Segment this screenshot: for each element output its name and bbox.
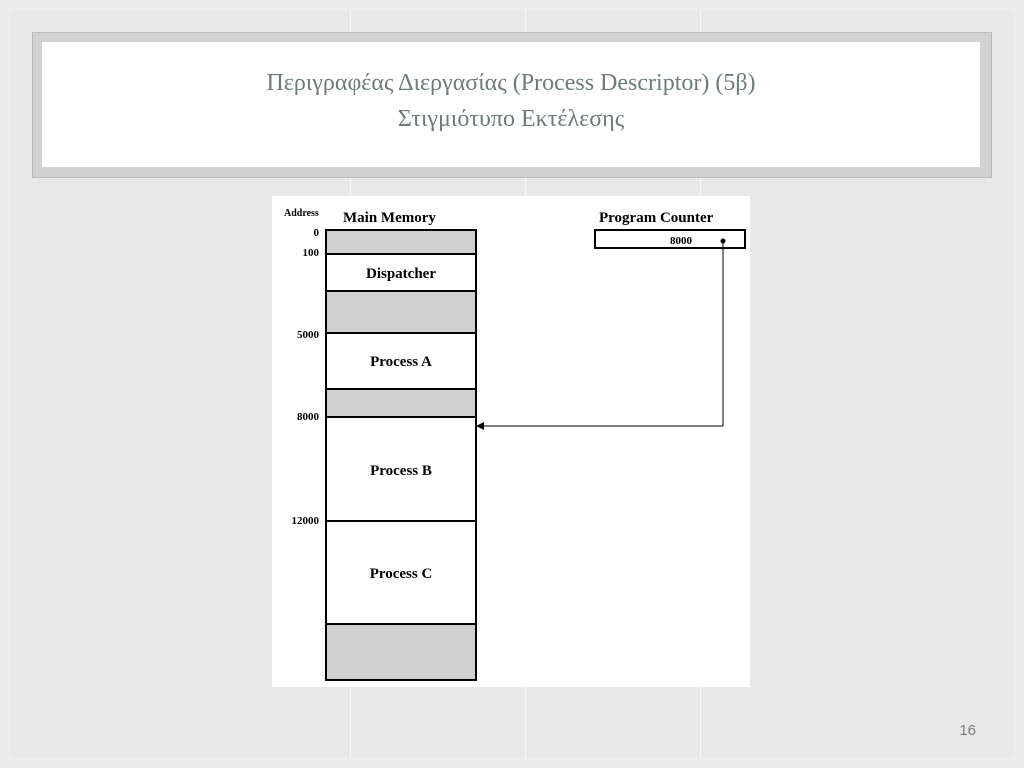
address-header: Address — [284, 208, 319, 219]
address-label: 8000 — [297, 411, 319, 423]
title-box — [42, 42, 980, 167]
process-c-label: Process C — [369, 566, 433, 582]
pc-pointer-arrow — [477, 241, 723, 426]
slide-subtitle: Στιγμιότυπο Εκτέλεσης — [397, 106, 625, 132]
address-label: 12000 — [291, 515, 319, 527]
process-a-label: Process A — [370, 354, 432, 370]
main-memory-header: Main Memory — [343, 210, 436, 226]
memory-diagram — [272, 196, 750, 687]
program-counter-value: 8000 — [670, 235, 692, 247]
process-b-label: Process B — [370, 463, 432, 479]
slide-number: 16 — [959, 722, 976, 739]
address-label: 100 — [302, 247, 319, 259]
memory-block-free-2 — [326, 389, 476, 417]
memory-block-free-3 — [326, 624, 476, 680]
slide-title: Περιγραφέας Διεργασίας (Process Descriptor) (5β) — [266, 70, 756, 96]
address-label: 0 — [313, 227, 319, 239]
program-counter-header: Program Counter — [599, 210, 714, 226]
memory-block-reserved — [326, 230, 476, 254]
address-label: 5000 — [297, 329, 319, 341]
dispatcher-label: Dispatcher — [366, 266, 436, 282]
memory-block-free-1 — [326, 291, 476, 333]
